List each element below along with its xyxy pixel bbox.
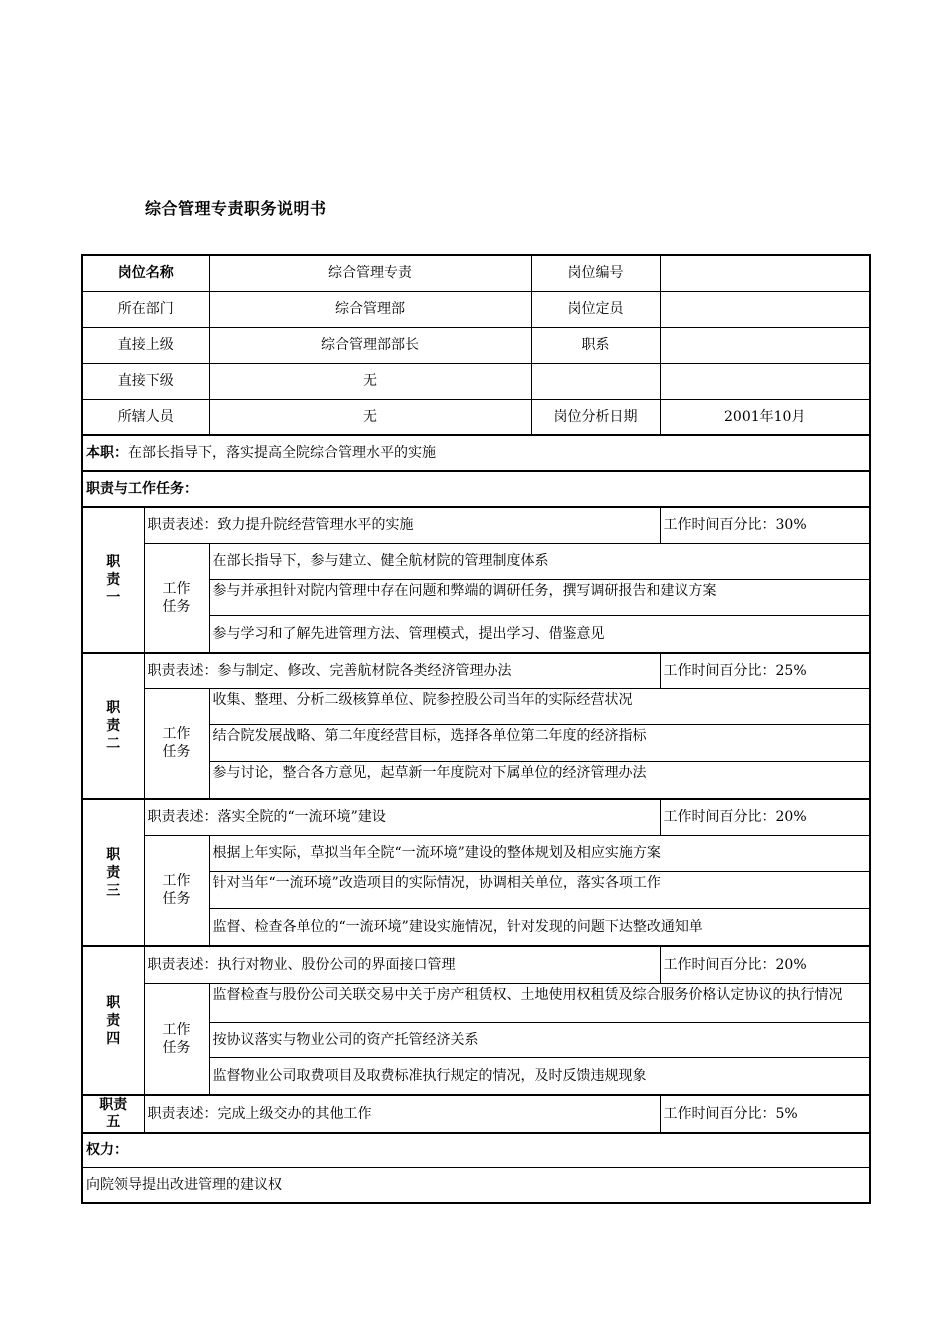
duty-label [82, 1095, 144, 1133]
dept-value: 综合管理部 [209, 291, 531, 327]
task-item: 参与讨论，整合各方意见，起草新一年度院对下属单位的经济管理办法 [209, 761, 870, 799]
quota-value [660, 291, 870, 327]
task-item: 参与学习和了解先进管理方法、管理模式，提出学习、借鉴意见 [209, 615, 870, 653]
post-name-value: 综合管理专责 [209, 255, 531, 291]
task-label-text: 工作任务 [162, 873, 191, 908]
task-label-text: 工作任务 [162, 1021, 191, 1056]
duty-desc: 职责表述：参与制定、修改、完善航材院各类经济管理办法 [144, 653, 660, 688]
series-label: 职系 [531, 327, 660, 363]
duty-label [82, 653, 144, 799]
info-row [82, 327, 870, 363]
duty-desc: 职责表述：执行对物业、股份公司的界面接口管理 [144, 946, 660, 983]
empty-cell [531, 363, 660, 399]
subordinate-label: 直接下级 [82, 363, 209, 399]
duty-percent: 工作时间百分比：20% [660, 799, 870, 835]
empty-cell [660, 363, 870, 399]
task-row [82, 543, 870, 579]
info-row [82, 363, 870, 399]
staff-label: 所辖人员 [82, 399, 209, 435]
analysis-date-label: 岗位分析日期 [531, 399, 660, 435]
staff-value: 无 [209, 399, 531, 435]
power-item: 向院领导提出改进管理的建议权 [82, 1167, 870, 1203]
document-title: 综合管理专责职务说明书 [145, 199, 327, 218]
quota-label: 岗位定员 [531, 291, 660, 327]
task-item: 监督检查与股份公司关联交易中关于房产租赁权、土地使用权租赁及综合服务价格认定协议的执行情况 [209, 983, 870, 1022]
main-duty-label: 本职： [86, 445, 128, 461]
duty-desc: 职责表述：致力提升院经营管理水平的实施 [144, 507, 660, 543]
task-item: 参与并承担针对院内管理中存在问题和弊端的调研任务，撰写调研报告和建议方案 [209, 579, 870, 615]
duty-label [82, 946, 144, 1095]
power-header: 权力： [82, 1133, 870, 1167]
analysis-date-value: 2001年10月 [660, 399, 870, 435]
task-label [144, 688, 209, 799]
superior-value: 综合管理部部长 [209, 327, 531, 363]
post-no-value [660, 255, 870, 291]
duty-percent: 工作时间百分比：5% [660, 1095, 870, 1133]
duty-label-text: 职责四 [106, 994, 121, 1047]
task-label-text: 工作任务 [162, 580, 191, 615]
task-label [144, 835, 209, 946]
duty-label [82, 799, 144, 946]
info-row [82, 399, 870, 435]
task-item: 收集、整理、分析二级核算单位、院参控股公司当年的实际经营状况 [209, 688, 870, 724]
duty-desc: 职责表述：落实全院的“一流环境”建设 [144, 799, 660, 835]
job-description-table [81, 254, 871, 1204]
duty-desc-row [82, 653, 870, 688]
duty-desc-row [82, 1095, 870, 1133]
info-row [82, 255, 870, 291]
duty-desc-row [82, 507, 870, 543]
dept-label: 所在部门 [82, 291, 209, 327]
duty-desc: 职责表述：完成上级交办的其他工作 [144, 1095, 660, 1133]
task-item: 根据上年实际，草拟当年全院“一流环境”建设的整体规划及相应实施方案 [209, 835, 870, 871]
duty-label-text: 职责二 [106, 700, 121, 752]
power-header-row [82, 1133, 870, 1167]
task-label [144, 543, 209, 653]
task-row [82, 983, 870, 1022]
task-item: 针对当年“一流环境”改造项目的实际情况，协调相关单位，落实各项工作 [209, 871, 870, 908]
task-item: 按协议落实与物业公司的资产托管经济关系 [209, 1022, 870, 1057]
main-duty-text: 在部长指导下，落实提高全院综合管理水平的实施 [128, 445, 436, 461]
main-duty-cell [82, 435, 870, 471]
task-label [144, 983, 209, 1095]
power-row [82, 1167, 870, 1203]
task-label-text: 工作任务 [162, 726, 191, 761]
post-no-label: 岗位编号 [531, 255, 660, 291]
subordinate-value: 无 [209, 363, 531, 399]
info-row [82, 291, 870, 327]
duty-percent: 工作时间百分比：20% [660, 946, 870, 983]
duties-header: 职责与工作任务： [82, 471, 870, 507]
superior-label: 直接上级 [82, 327, 209, 363]
task-row [82, 835, 870, 871]
duty-label-text: 职责五 [99, 1097, 128, 1130]
duty-desc-row [82, 799, 870, 835]
duty-desc-row [82, 946, 870, 983]
task-item: 监督物业公司取费项目及取费标准执行规定的情况，及时反馈违规现象 [209, 1057, 870, 1095]
task-item: 在部长指导下，参与建立、健全航材院的管理制度体系 [209, 543, 870, 579]
duty-label-text: 职责三 [106, 846, 121, 899]
duty-percent: 工作时间百分比：30% [660, 507, 870, 543]
task-row [82, 688, 870, 724]
duty-percent: 工作时间百分比：25% [660, 653, 870, 688]
post-name-label: 岗位名称 [82, 255, 209, 291]
duties-header-row [82, 471, 870, 507]
task-item: 结合院发展战略、第二年度经营目标，选择各单位第二年度的经济指标 [209, 724, 870, 761]
main-duty-row [82, 435, 870, 471]
duty-label-text: 职责一 [106, 554, 121, 606]
series-value [660, 327, 870, 363]
task-item: 监督、检查各单位的“一流环境”建设实施情况，针对发现的问题下达整改通知单 [209, 908, 870, 946]
duty-label [82, 507, 144, 653]
